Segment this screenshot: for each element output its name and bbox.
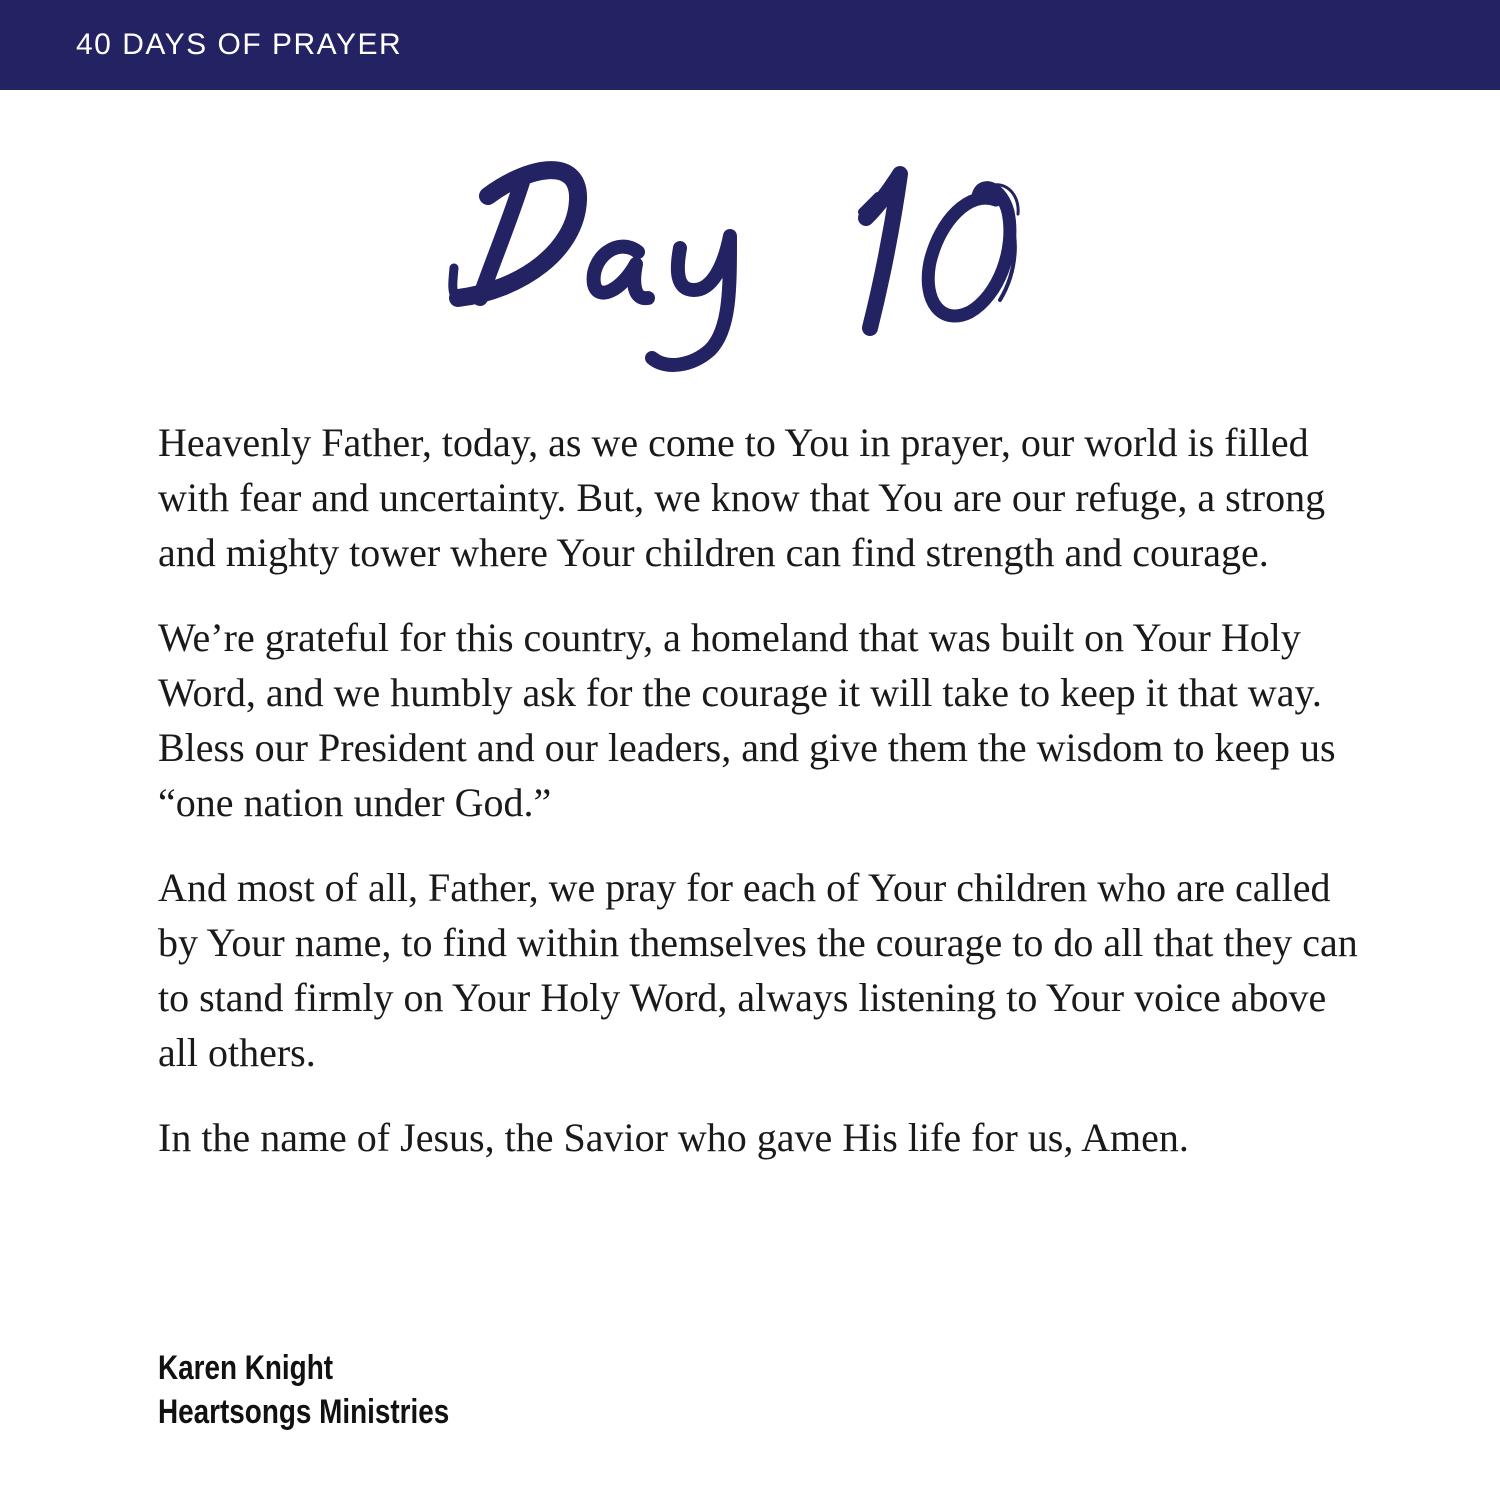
day-heading-letter-y: [652, 236, 730, 365]
day-heading-digit-zero: [928, 188, 1010, 316]
day-heading: [430, 140, 1070, 390]
day-heading-letter-a: [594, 247, 648, 299]
author-organization: Heartsongs Ministries: [158, 1393, 450, 1431]
prayer-paragraph: In the name of Jesus, the Savior who gave His life for us, Amen.: [158, 1115, 1189, 1160]
author-signature: [158, 1346, 449, 1434]
day-heading-lettering: [430, 140, 1070, 390]
prayer-paragraph: We’re grateful for this country, a homeland that was built on Your Holy Word, and we humbly ask for the courage it will take to keep it that way. Bless our President and our leaders, and give them the wisdom to keep us “one nation under God.”: [158, 615, 1336, 825]
prayer-body: [158, 415, 1358, 1195]
prayer-paragraph: Heavenly Father, today, as we come to You in prayer, our world is filled with fear and uncertainty. But, we know that You are our refuge, a strong and mighty tower where Your children can find strength and courage.: [158, 420, 1326, 575]
author-name: Karen Knight: [158, 1349, 334, 1387]
header-title: 40 DAYS OF PRAYER: [76, 28, 403, 61]
day-heading-digit-one: [866, 174, 900, 328]
prayer-paragraph: And most of all, Father, we pray for each of Your children who are called by Your name, to find within themselves the courage to do all that they can to stand firmly on Your Holy Word, always listening to Your voice above all others.: [158, 865, 1358, 1075]
header-bar: [0, 0, 1500, 90]
